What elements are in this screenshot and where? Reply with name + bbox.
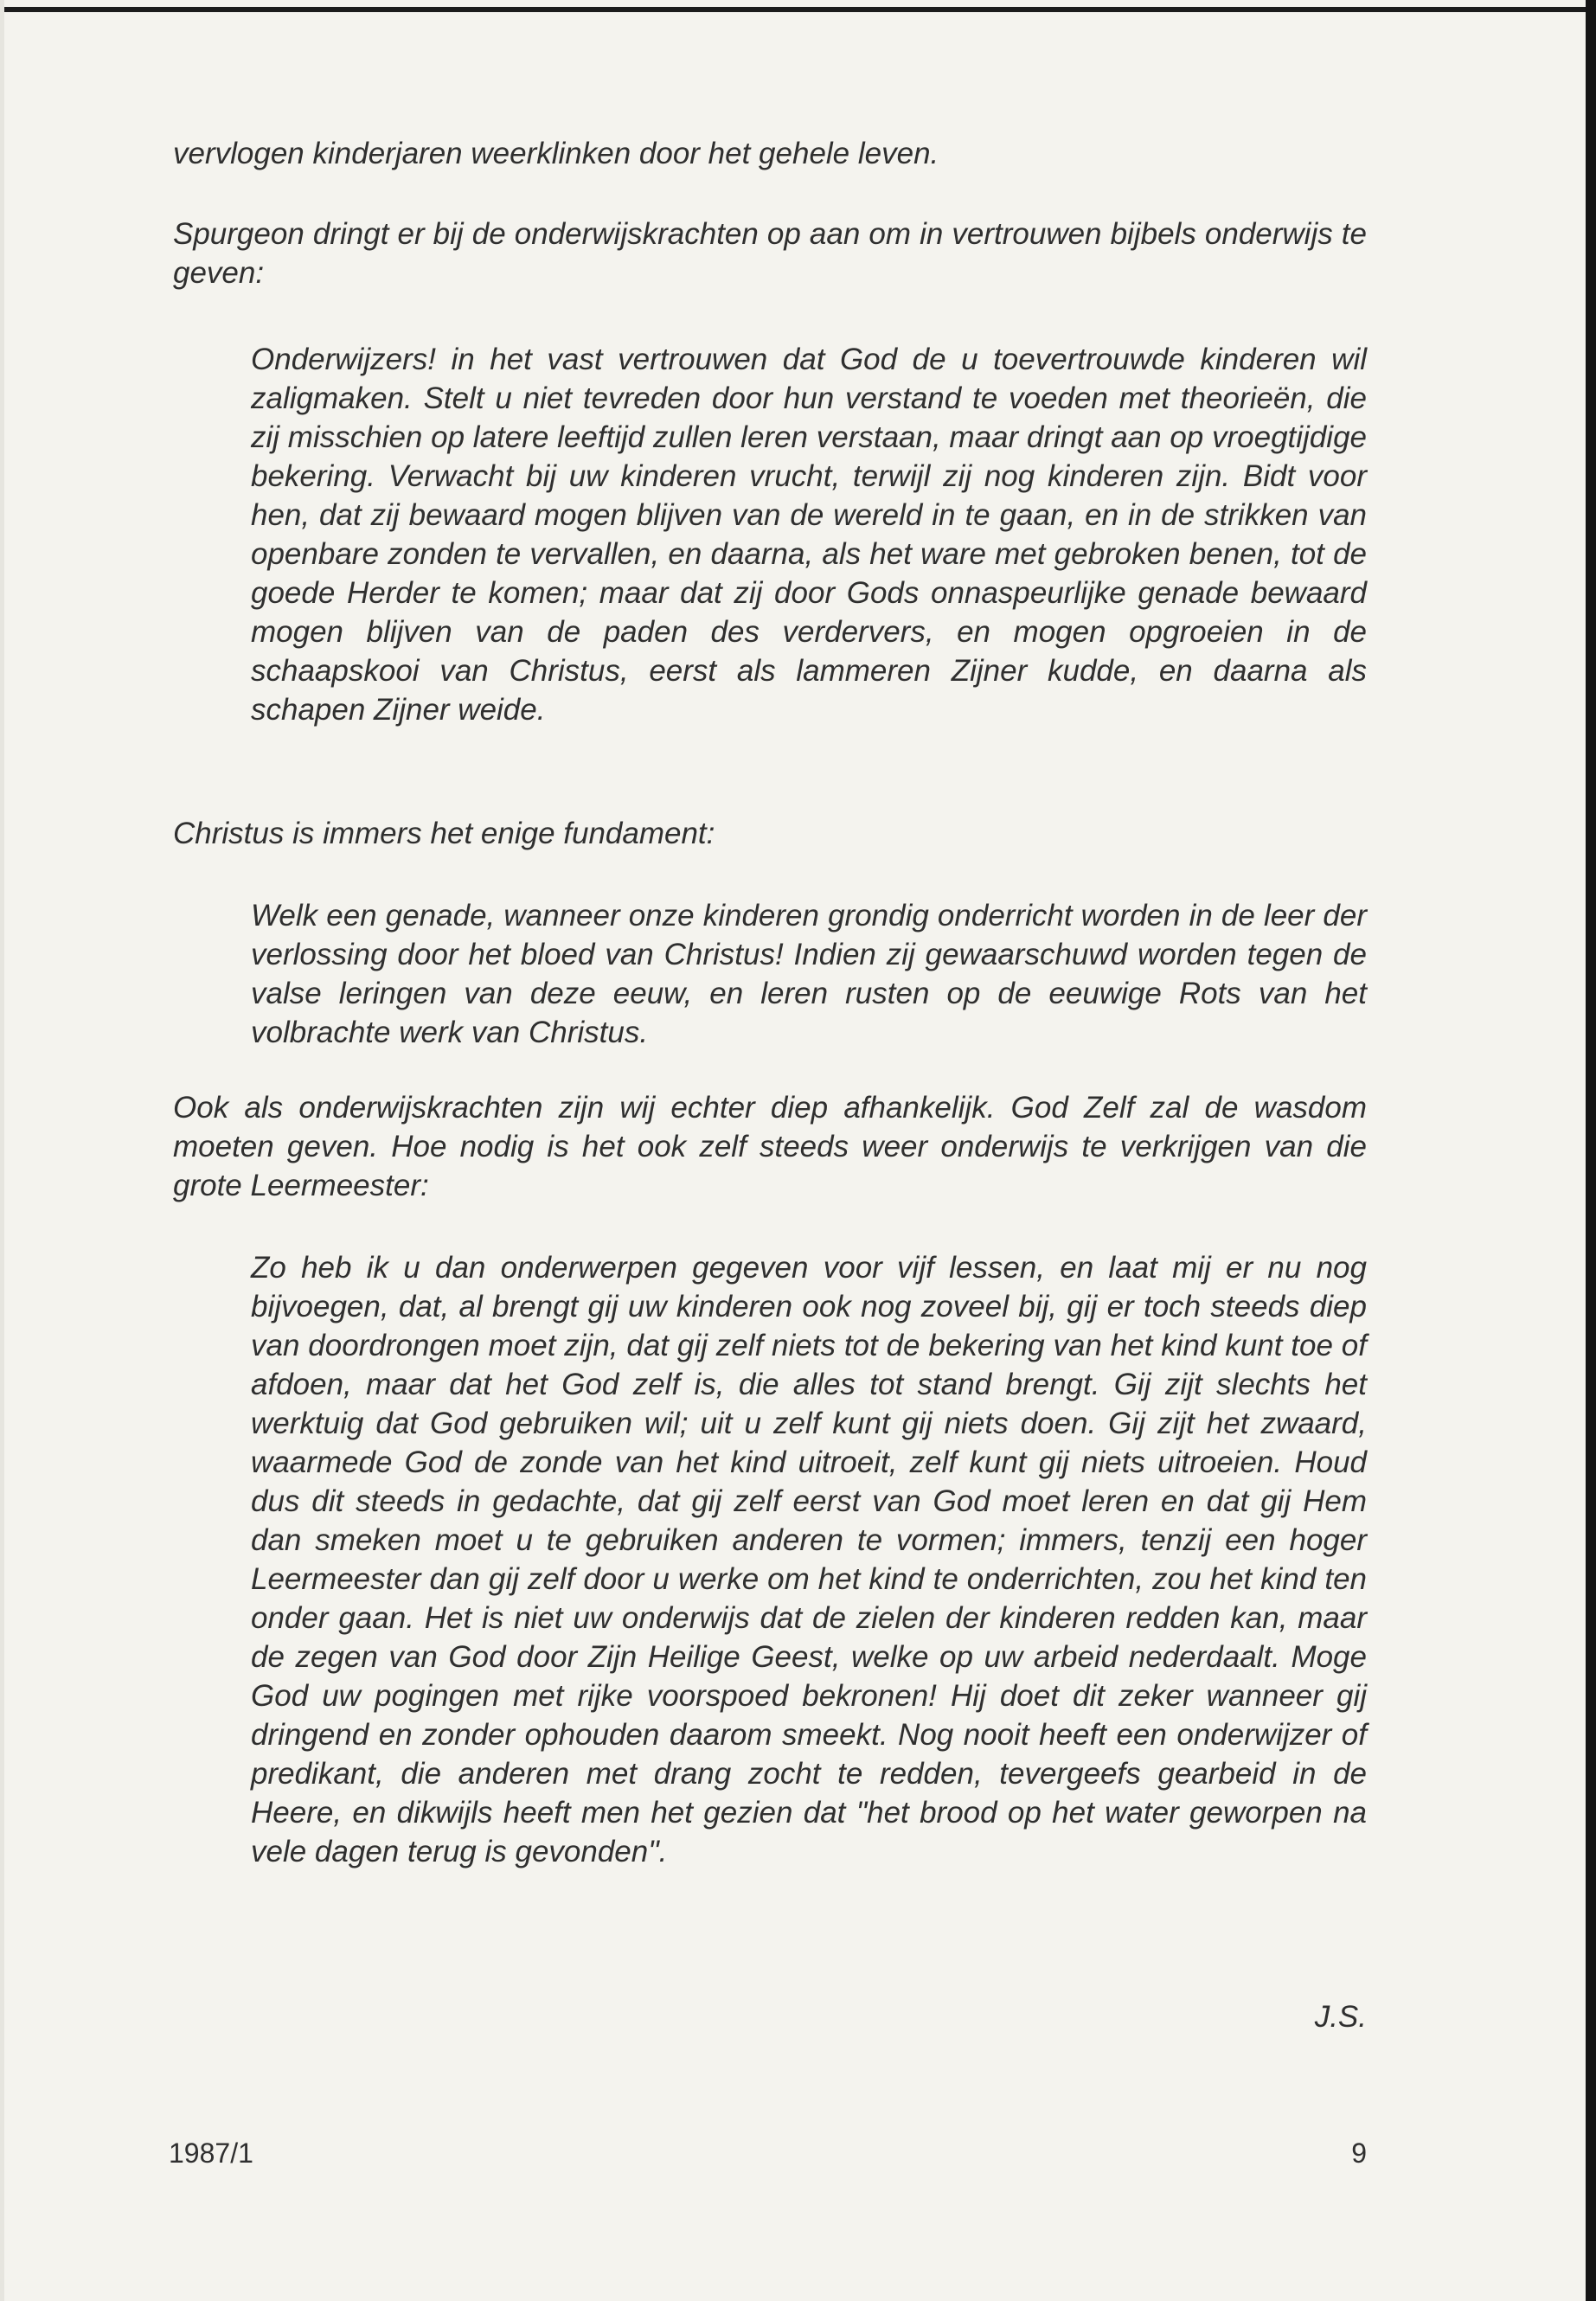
scan-edge-right [1586,0,1596,2301]
scan-edge-left [0,0,4,2301]
quote-welk-een-genade: Welk een genade, wanneer onze kinderen grondig onderricht worden in de leer der verlossing door het bloed van Christus! Indien zij gewaarschuwd worden tegen de valse leringen van deze eeuw, en leren rusten op de eeuwige Rots van het volbrachte werk van Christus. [251,899,1367,1049]
footer-page-number: 9 [1351,2138,1367,2169]
footer-issue-number: 1987/1 [169,2138,253,2169]
scan-edge-top [0,7,1596,12]
quote-vijf-lessen: Zo heb ik u dan onderwerpen gegeven voor vijf lessen, en laat mij er nu nog bijvoegen, dat, al brengt gij uw kinderen ook nog zoveel bij, gij er toch steeds diep van doordrongen moet zijn, dat gij zelf niets tot de bekering van het kind kunt toe of afdoen, maar dat het God zelf is, die alles tot stand brengt. Gij zijt slechts het werktuig dat God gebruiken wil; uit u zelf kunt gij niets doen. Gij zijt het zwaard, waarmede God de zonde van het kind uitroeit, zelf kunt gij niets uitroeien. Houd dus dit steeds in gedachte, dat gij zelf eerst van God moet leren en dat gij Hem dan smeken moet u te gebruiken anderen te vormen; immers, tenzij een hoger Leermeester dan gij zelf door u werke om het kind te onderrichten, zou het kind ten onder gaan. Het is niet uw onderwijs dat de zielen der kinderen redden kan, maar de zegen van God door Zijn Heilige Geest, welke op uw arbeid nederdaalt. Moge God uw pogingen met rijke voorspoed bekronen! Hij doet dit zeker wanneer gij dringend en zonder ophouden daarom smeekt. Nog nooit heeft een onderwijzer of predikant, die anderen met drang zocht te redden, tevergeefs gearbeid in de Heere, en dikwijls heeft men het gezien dat "het brood op het water geworpen na vele dagen terug is gevonden". [251,1251,1367,1868]
paragraph-christus: Christus is immers het enige fundament: [173,817,715,850]
signature: J.S. [1314,2000,1367,2034]
paragraph-spurgeon: Spurgeon dringt er bij de onderwijskrachten op aan om in vertrouwen bijbels onderwijs te geven: [173,217,1367,290]
intro-line: vervlogen kinderjaren weerklinken door het gehele leven. [173,137,939,170]
quote-onderwijzers: Onderwijzers! in het vast vertrouwen dat God de u toevertrouwde kinderen wil zaligmaken. Stelt u niet tevreden door hun verstand te voeden met theorieën, die zij misschien op latere leeftijd zullen leren verstaan, maar dringt aan op vroegtijdige bekering. Verwacht bij uw kinderen vrucht, terwijl zij nog kinderen zijn. Bidt voor hen, dat zij bewaard mogen blijven van de wereld in te gaan, en in de strikken van openbare zonden te vervallen, en daarna, als het ware met gebroken benen, tot de goede Herder te komen; maar dat zij door Gods onnaspeurlijke genade bewaard mogen blijven van de paden des verdervers, en mogen opgroeien in de schaapskooi van Christus, eerst als lammeren Zijner kudde, en daarna als schapen Zijner weide. [251,343,1367,727]
paragraph-onderwijskrachten: Ook als onderwijskrachten zijn wij echter diep afhankelijk. God Zelf zal de wasdom moeten geven. Hoe nodig is het ook zelf steeds weer onderwijs te verkrijgen van die grote Leermeester: [173,1091,1367,1202]
